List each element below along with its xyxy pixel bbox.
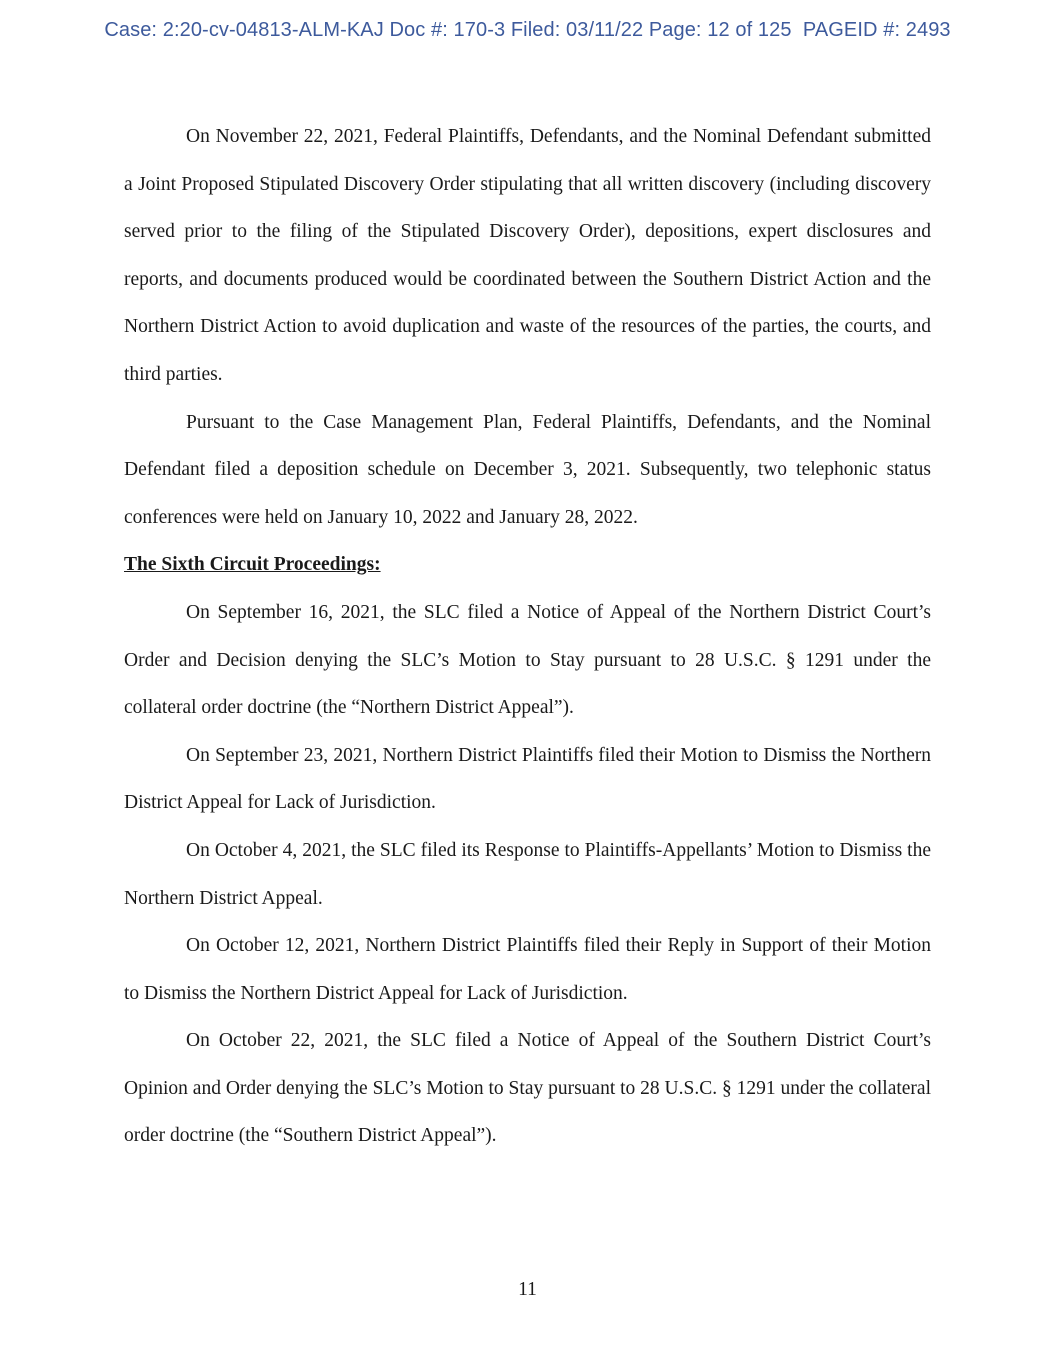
paragraph-deposition-schedule: Pursuant to the Case Management Plan, Federal Plaintiffs, Defendants, and the Nominal Defendant filed a deposition schedule on December 3, 2021. Subsequently, two telephonic status conferences were held on January 10, 2022 and January 28, 2022. (124, 411, 931, 528)
case-header-stamp: Case: 2:20-cv-04813-ALM-KAJ Doc #: 170-3 Filed: 03/11/22 Page: 12 of 125 PAGEID #: 2493 (104, 19, 951, 41)
paragraph-reply: On October 12, 2021, Northern District Plaintiffs filed their Reply in Support of their Motion to Dismiss the Northern District Appeal for Lack of Jurisdiction. (124, 935, 931, 1004)
page-number: 11 (518, 1279, 537, 1300)
paragraph-southern-appeal: On October 22, 2021, the SLC filed a Notice of Appeal of the Southern District Court’s Opinion and Order denying the SLC’s Motion to Stay pursuant to 28 U.S.C. § 1291 under the collateral order doctrine (the “Southern District Appeal”). (124, 1030, 931, 1147)
document-body (124, 113, 931, 1160)
paragraph-slc-response: On October 4, 2021, the SLC filed its Response to Plaintiffs-Appellants’ Motion to Dismiss the Northern District Appeal. (124, 839, 931, 909)
paragraph-discovery-order: On November 22, 2021, Federal Plaintiffs, Defendants, and the Nominal Defendant submitted a Joint Proposed Stipulated Discovery Order stipulating that all written discovery (including discovery served prior to the filing of the Stipulated Discovery Order), depositions, expert disclosures and reports, and documents produced would be coordinated between the Southern District Action and the Northern District Action to avoid duplication and waste of the resources of the parties, the courts, and third parties. (124, 126, 931, 385)
section-heading: The Sixth Circuit Proceedings: (124, 554, 381, 576)
paragraph-northern-appeal: On September 16, 2021, the SLC filed a Notice of Appeal of the Northern District Court’s Order and Decision denying the SLC’s Motion to Stay pursuant to 28 U.S.C. § 1291 under the collateral order doctrine (the “Northern District Appeal”). (124, 601, 931, 719)
paragraph-motion-to-dismiss: On September 23, 2021, Northern District Plaintiffs filed their Motion to Dismiss the Northern District Appeal for Lack of Jurisdiction. (124, 744, 931, 814)
